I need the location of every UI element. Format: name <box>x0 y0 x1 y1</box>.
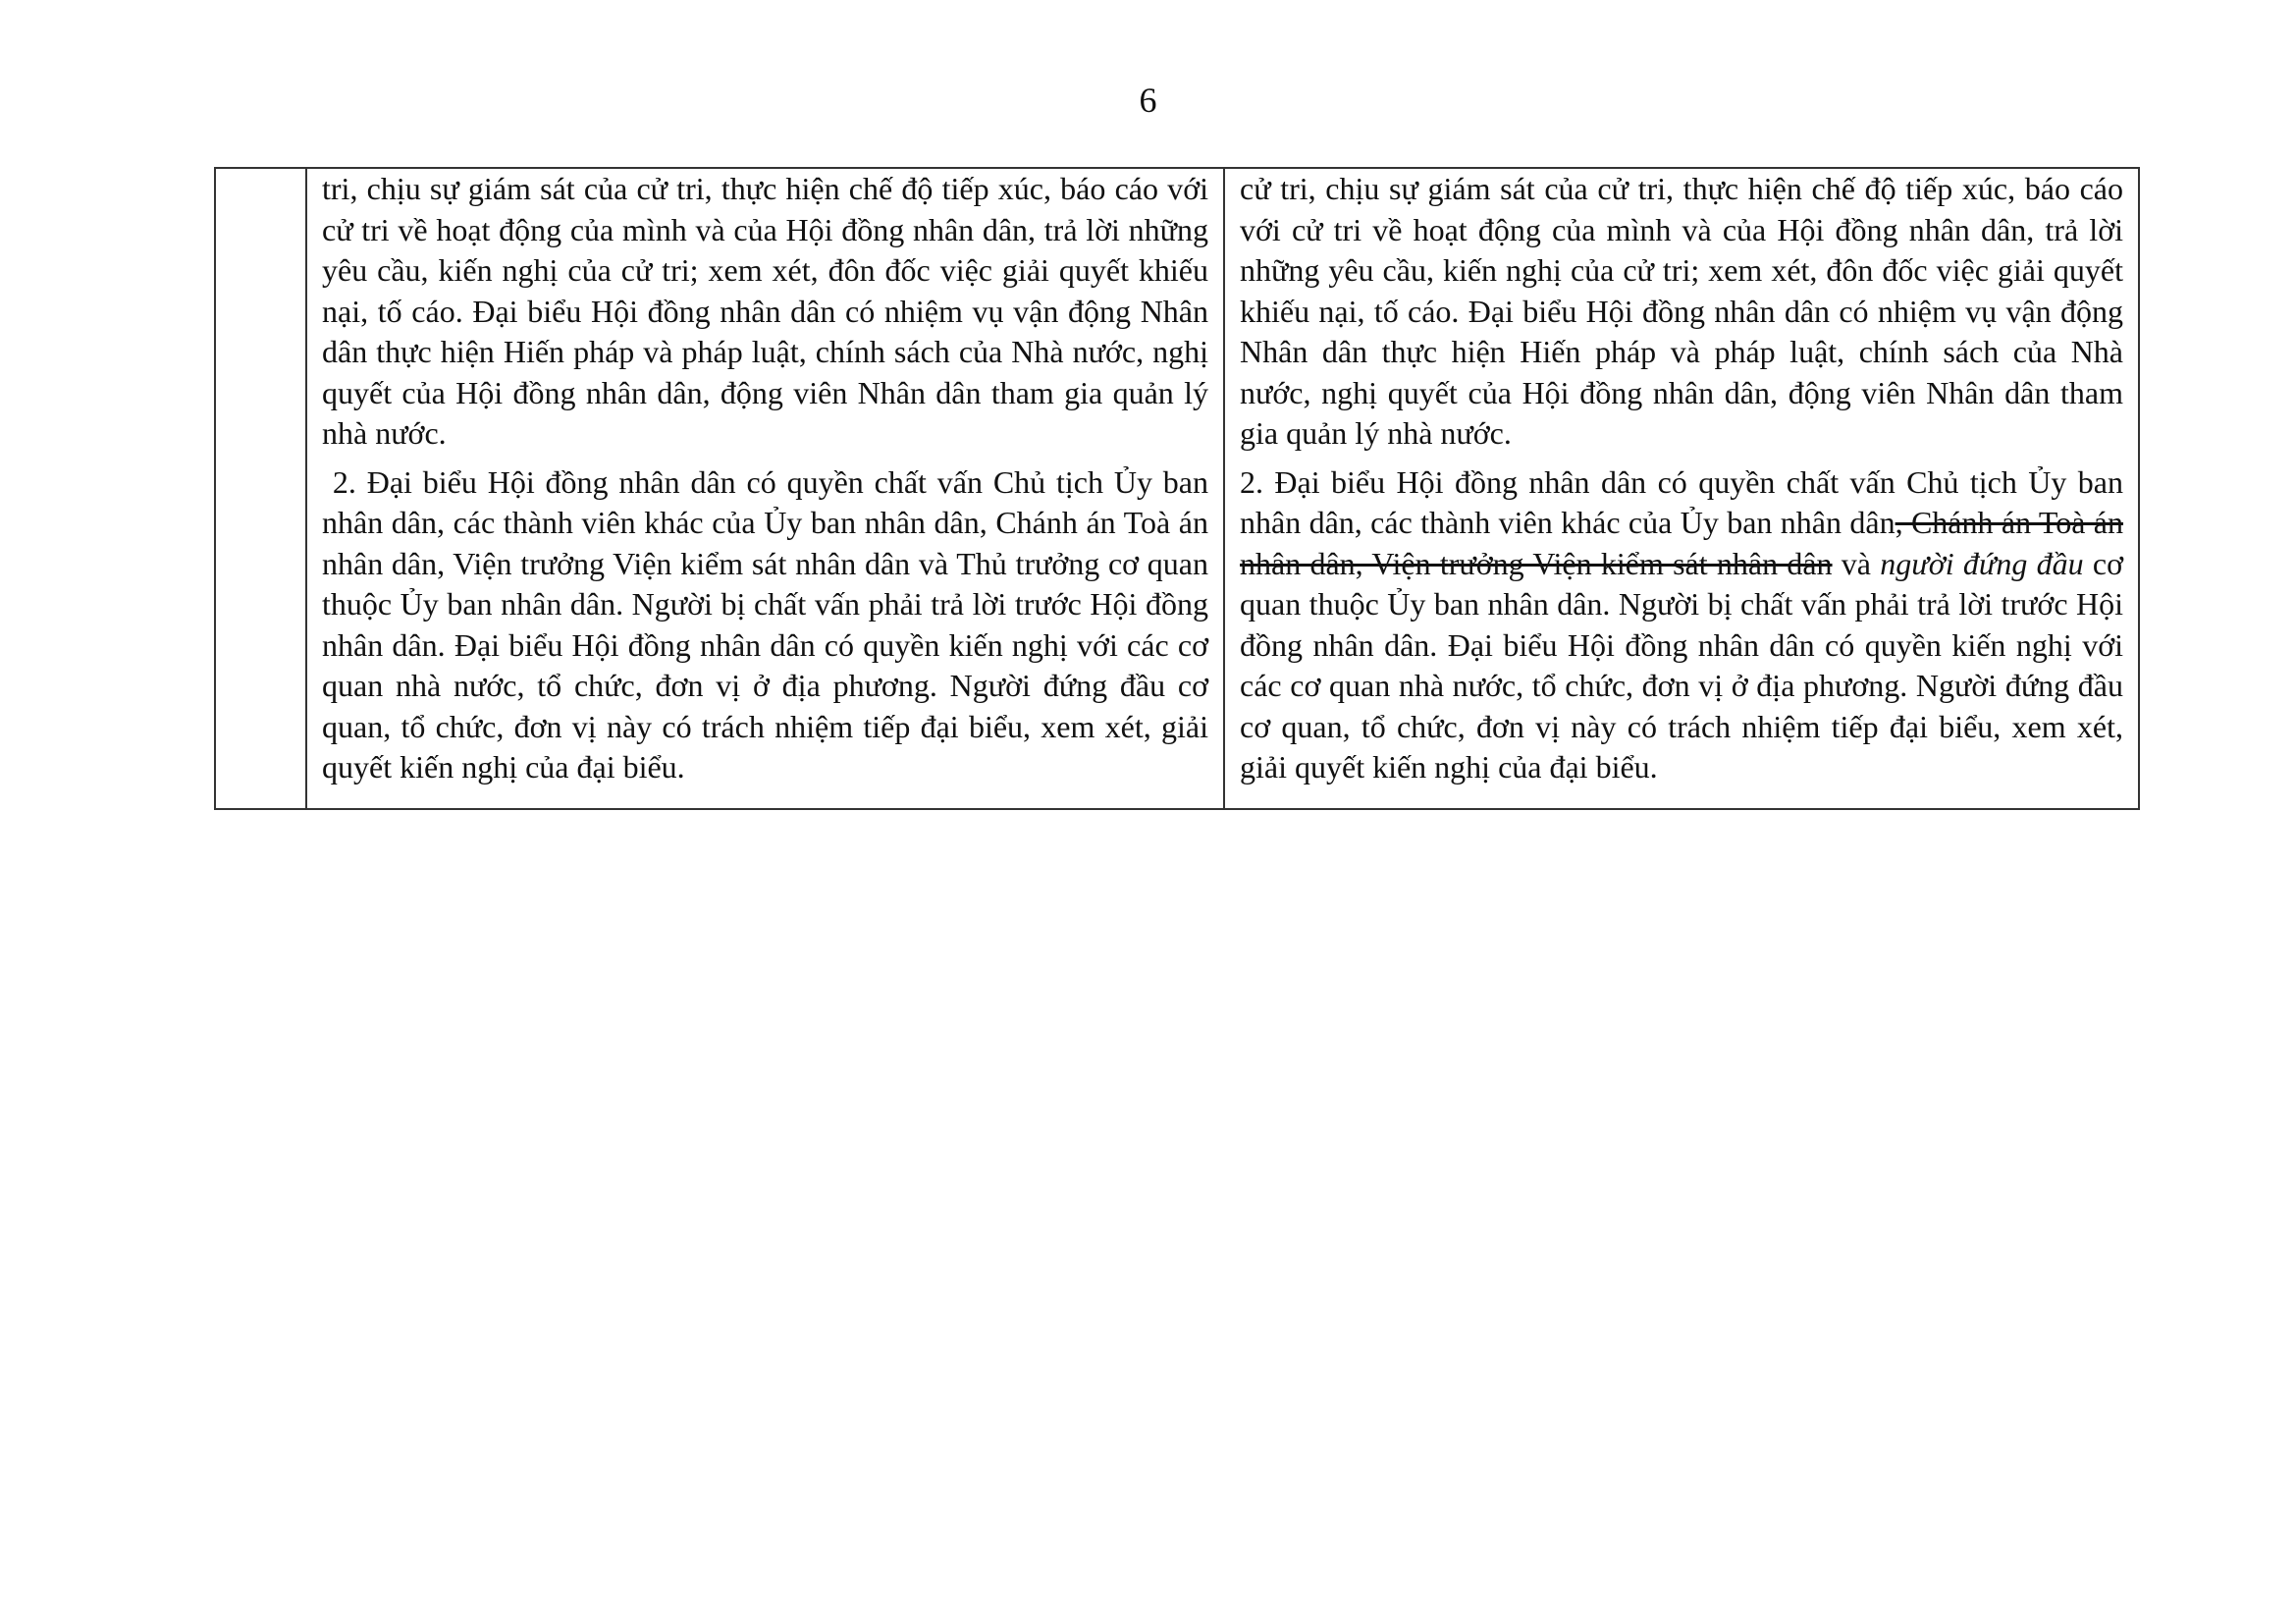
amended-text: 2. Đại biểu Hội đồng nhân dân có quyền chất vấn Chủ tịch Ủy ban nhân dân, các thành viên khác của Ủy ban nhân dân <box>1240 463 2123 540</box>
amended-text-cell <box>1224 168 2139 809</box>
table-row <box>215 168 2139 809</box>
current-text-cell <box>306 168 1224 809</box>
current-paragraph-1: tri, chịu sự giám sát của cử tri, thực hiện chế độ tiếp xúc, báo cáo với cử tri về hoạt động của mình và của Hội đồng nhân dân, trả lời những yêu cầu, kiến nghị của cử tri; xem xét, đôn đốc việc giải quyết khiếu nại, tố cáo. Đại biểu Hội đồng nhân dân có nhiệm vụ vận động Nhân dân thực hiện Hiến pháp và pháp luật, chính sách của Nhà nước, nghị quyết của Hội đồng nhân dân, động viên Nhân dân tham gia quản lý nhà nước. <box>322 171 1208 451</box>
amended-text: và <box>1832 545 1881 581</box>
amended-paragraph-1: cử tri, chịu sự giám sát của cử tri, thực hiện chế độ tiếp xúc, báo cáo với cử tri về hoạt động của mình và của Hội đồng nhân dân, trả lời những yêu cầu, kiến nghị của cử tri; xem xét, đôn đốc việc giải quyết khiếu nại, tố cáo. Đại biểu Hội đồng nhân dân có nhiệm vụ vận động Nhân dân thực hiện Hiến pháp và pháp luật, chính sách của Nhà nước, nghị quyết của Hội đồng nhân dân, động viên Nhân dân tham gia quản lý nhà nước. <box>1240 171 2123 451</box>
comparison-table <box>214 167 2140 810</box>
amended-text: cơ quan thuộc Ủy ban nhân dân. Người bị chất vấn phải trả lời trước Hội đồng nhân dân. Đại biểu Hội đồng nhân dân có quyền kiến nghị với các cơ quan nhà nước, tổ chức, đơn vị ở địa phương. Người đứng đầu cơ quan, tổ chức, đơn vị này có trách nhiệm tiếp đại biểu, xem xét, giải quyết kiến nghị của đại biểu. <box>1240 545 2124 785</box>
current-paragraph-2: 2. Đại biểu Hội đồng nhân dân có quyền chất vấn Chủ tịch Ủy ban nhân dân, các thành viên khác của Ủy ban nhân dân, Chánh án Toà án nhân dân, Viện trưởng Viện kiểm sát nhân dân và Thủ trưởng cơ quan thuộc Ủy ban nhân dân. Người bị chất vấn phải trả lời trước Hội đồng nhân dân. Đại biểu Hội đồng nhân dân có quyền kiến nghị với các cơ quan nhà nước, tổ chức, đơn vị ở địa phương. Người đứng đầu cơ quan, tổ chức, đơn vị này có trách nhiệm tiếp đại biểu, xem xét, giải quyết kiến nghị của đại biểu. <box>322 463 1217 785</box>
page-number: 6 <box>1139 81 1157 120</box>
number-cell <box>215 168 306 809</box>
inserted-text: người đứng đầu <box>1880 545 2084 581</box>
deleted-text: , Chánh án Toà án nhân dân, Viện trưởng Viện kiểm sát nhân dân <box>1240 505 2124 581</box>
amended-paragraph-2 <box>1240 462 2123 788</box>
